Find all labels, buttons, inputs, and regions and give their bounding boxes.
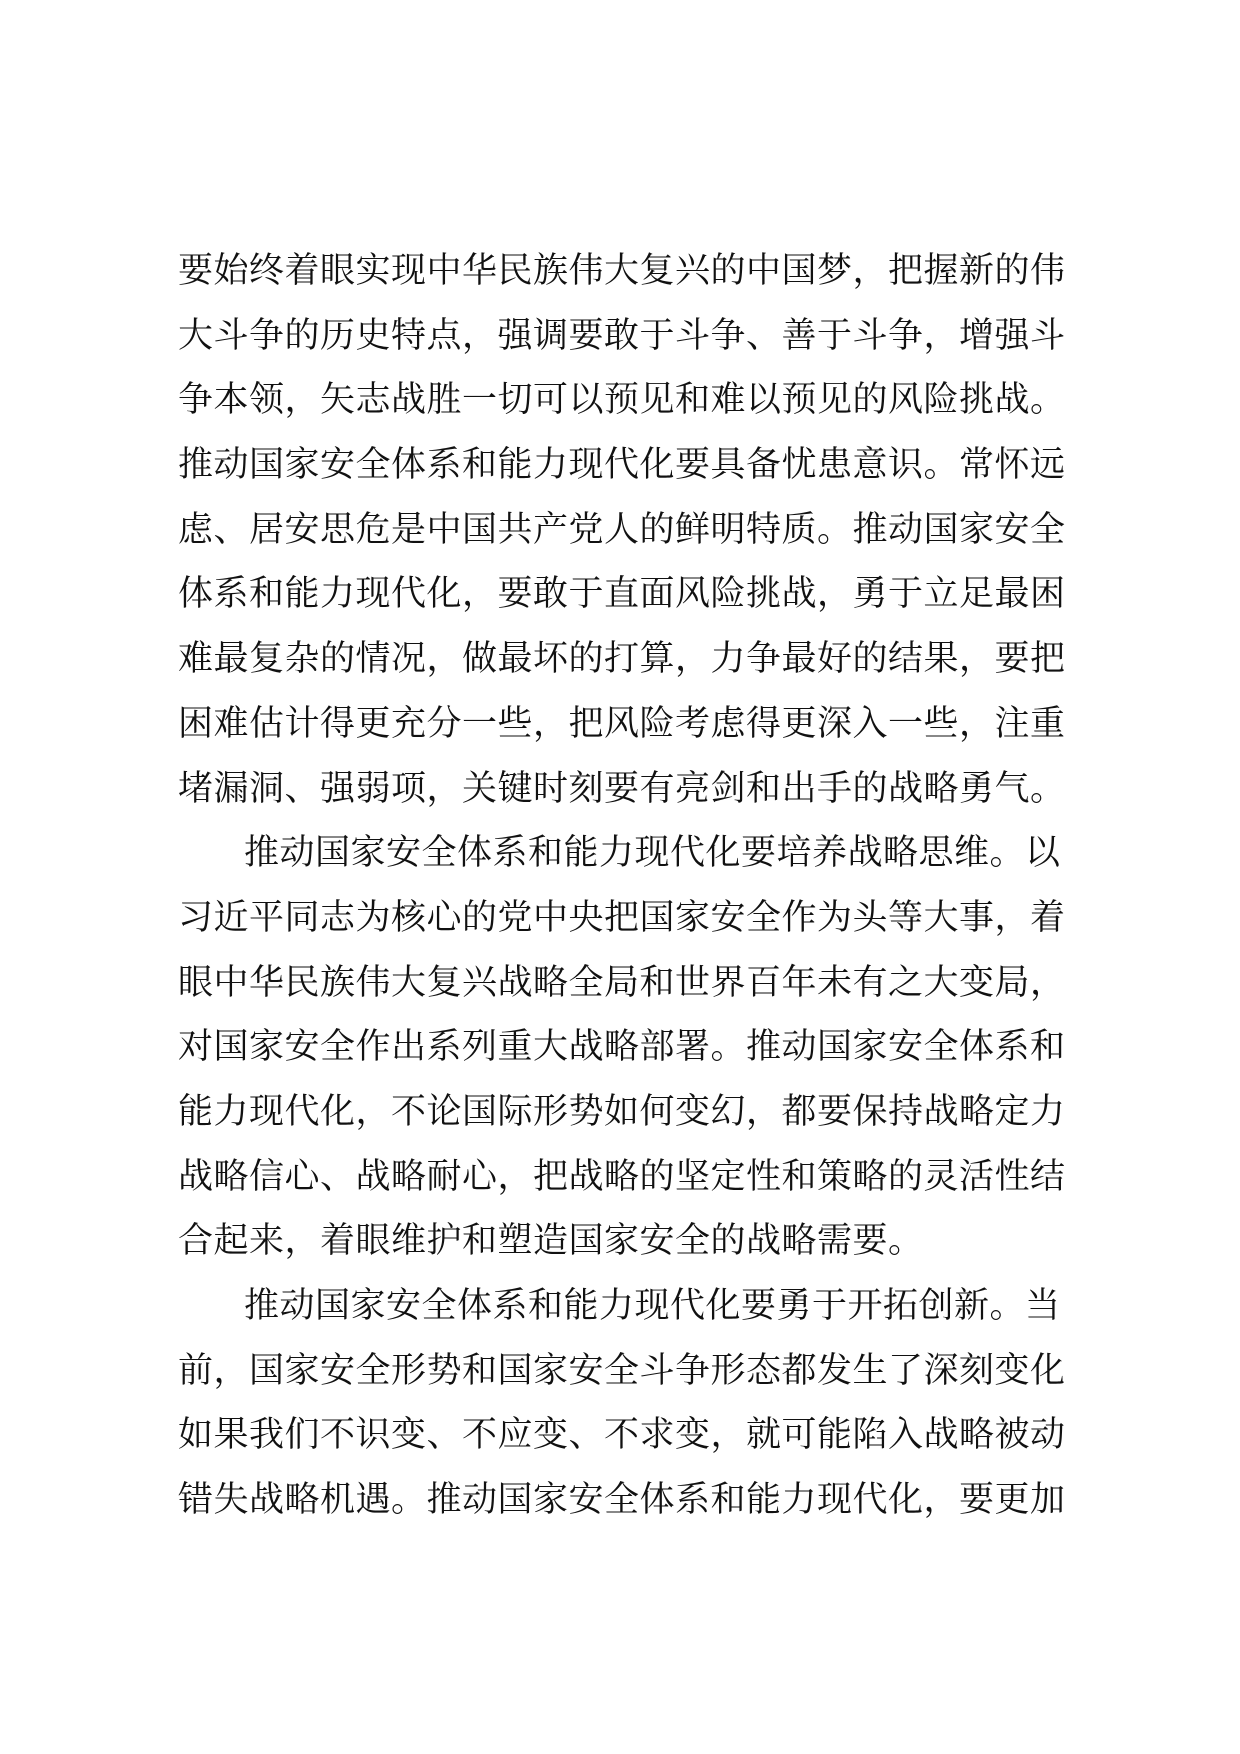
text-line: 能力现代化，不论国际形势如何变幻，都要保持战略定力 xyxy=(178,1091,1066,1132)
text-line: 前，国家安全形势和国家安全斗争形态都发生了深刻变化 xyxy=(178,1350,1066,1391)
text-line: 习近平同志为核心的党中央把国家安全作为头等大事，着 xyxy=(178,897,1066,938)
text-line: 困难估计得更充分一些，把风险考虑得更深入一些，注重 xyxy=(178,703,1066,744)
text-line: 合起来，着眼维护和塑造国家安全的战略需要。 xyxy=(178,1221,924,1262)
text-line: 大斗争的历史特点，强调要敢于斗争、善于斗争，增强斗 xyxy=(178,315,1066,356)
text-line: 如果我们不识变、不应变、不求变，就可能陷入战略被动 xyxy=(178,1415,1066,1456)
paragraph-first-line: 推动国家安全体系和能力现代化要勇于开拓创新。当 xyxy=(244,1286,1061,1326)
text-line: 堵漏洞、强弱项，关键时刻要有亮剑和出手的战略勇气。 xyxy=(178,768,1066,809)
text-line: 体系和能力现代化，要敢于直面风险挑战，勇于立足最困 xyxy=(178,574,1066,615)
text-line: 推动国家安全体系和能力现代化要具备忧患意识。常怀远 xyxy=(178,445,1066,486)
text-line: 眼中华民族伟大复兴战略全局和世界百年未有之大变局， xyxy=(178,962,1066,1003)
text-line: 虑、居安思危是中国共产党人的鲜明特质。推动国家安全 xyxy=(178,509,1066,550)
text-line: 错失战略机遇。推动国家安全体系和能力现代化，要更加 xyxy=(178,1480,1066,1521)
text-line: 难最复杂的情况，做最坏的打算，力争最好的结果，要把 xyxy=(178,639,1066,680)
text-line: 要始终着眼实现中华民族伟大复兴的中国梦，把握新的伟 xyxy=(178,251,1066,291)
paragraph-first-line: 推动国家安全体系和能力现代化要培养战略思维。以 xyxy=(244,833,1061,874)
text-line: 争本领，矢志战胜一切可以预见和难以预见的风险挑战。 xyxy=(178,380,1066,421)
document-body xyxy=(178,239,1080,1533)
text-line: 对国家安全作出系列重大战略部署。推动国家安全体系和 xyxy=(178,1027,1066,1068)
text-line: 战略信心、战略耐心，把战略的坚定性和策略的灵活性结 xyxy=(178,1156,1066,1197)
